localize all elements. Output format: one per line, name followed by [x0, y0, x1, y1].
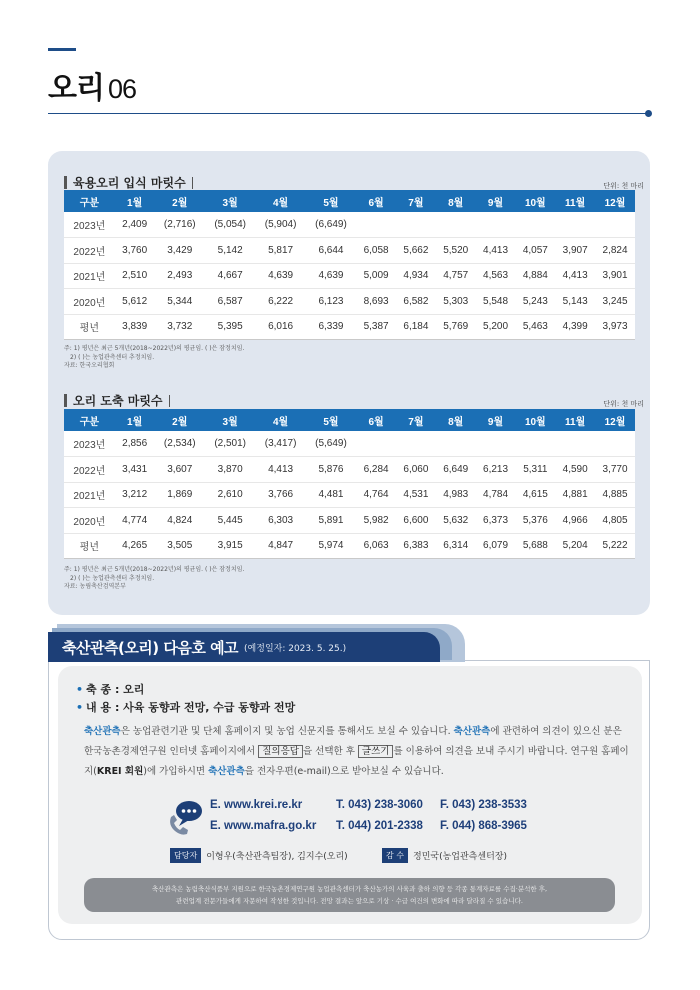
row-label: 2021년: [64, 263, 115, 289]
column-header: 4월: [255, 190, 305, 212]
row-label: 2022년: [64, 238, 115, 264]
note-line: 2) ( )는 농업관측센터 추정치임.: [70, 574, 155, 582]
table-cell: 6,644: [306, 238, 356, 264]
table-cell: 4,983: [436, 482, 476, 508]
bullet-dot: •: [76, 683, 84, 696]
table-cell: 5,200: [476, 314, 516, 340]
table-cell: 5,688: [515, 533, 555, 559]
header-rule: [48, 113, 648, 114]
column-header: 5월: [306, 409, 356, 431]
qna-box-label: 질의응답: [258, 745, 303, 758]
table-cell: 3,915: [205, 533, 255, 559]
table-cell: (3,417): [255, 431, 305, 457]
table-cell: 5,632: [436, 508, 476, 534]
table-cell: 5,445: [205, 508, 255, 534]
table-row: [64, 212, 635, 238]
column-header: 10월: [515, 409, 555, 431]
row-label: 2020년: [64, 508, 115, 534]
column-header: 8월: [436, 190, 476, 212]
table-cell: [476, 212, 516, 238]
table-cell: 8,693: [356, 289, 396, 315]
column-header: 구분: [64, 409, 115, 431]
table1-title: [64, 174, 193, 191]
table-cell: 5,982: [356, 508, 396, 534]
table2-title: [64, 392, 170, 409]
contact-tel: T. 044) 201-2338: [336, 820, 423, 832]
table-cell: 4,774: [115, 508, 155, 534]
table-row: [64, 263, 635, 289]
table2-unit: 단위: 천 마리: [603, 400, 644, 408]
note-line: 주: 1) 평년은 최근 5개년(2018~2022년)의 평균임. ( )은 잠정치임.: [64, 345, 245, 352]
contact-tel: T. 043) 238-3060: [336, 799, 423, 811]
note-line: 2) ( )는 농업관측센터 추정치임.: [70, 353, 155, 361]
table-cell: 5,222: [595, 533, 635, 559]
page-title-number: 06: [107, 74, 137, 104]
column-header: 6월: [356, 409, 396, 431]
column-header: 7월: [396, 190, 436, 212]
table-row: [64, 482, 635, 508]
table-cell: 5,387: [356, 314, 396, 340]
table-cell: 6,582: [396, 289, 436, 315]
table-cell: [515, 212, 555, 238]
table-cell: (5,054): [205, 212, 255, 238]
table-cell: 4,639: [255, 263, 305, 289]
forecast-tab: [48, 632, 440, 662]
table-cell: 5,395: [205, 314, 255, 340]
table-cell: (5,649): [306, 431, 356, 457]
table-cell: 3,431: [115, 457, 155, 483]
em-word: 축산관측: [453, 726, 491, 737]
table-cell: 5,376: [515, 508, 555, 534]
table-cell: 6,184: [396, 314, 436, 340]
column-header: 구분: [64, 190, 115, 212]
column-header: 11월: [555, 190, 595, 212]
forecast-item-species: [76, 681, 144, 697]
table-cell: 4,413: [476, 238, 516, 264]
para-text: 을 전자우편(e-mail)으로 받아보실 수 있습니다.: [244, 766, 444, 777]
table-cell: 5,243: [515, 289, 555, 315]
table-cell: 6,284: [356, 457, 396, 483]
table-cell: 2,409: [115, 212, 155, 238]
table-cell: [555, 212, 595, 238]
para-text: )에 가입하시면: [143, 766, 209, 777]
contact-web[interactable]: E. www.krei.re.kr: [210, 799, 303, 811]
para-text: 에 관련하여 의견이 있으신 분은 한국농촌경제연구원 인터넷 홈페이지에서: [84, 726, 622, 757]
table-cell: 3,907: [555, 238, 595, 264]
table-cell: (5,904): [255, 212, 305, 238]
column-header: 12월: [595, 409, 635, 431]
forecast-item-content: [76, 699, 295, 715]
staff-reviewer: [382, 848, 507, 863]
table-cell: 3,901: [595, 263, 635, 289]
column-header: 1월: [115, 409, 155, 431]
table-cell: [515, 431, 555, 457]
table-cell: 4,590: [555, 457, 595, 483]
table-cell: (2,534): [155, 431, 205, 457]
column-header: 3월: [205, 190, 255, 212]
staff-names: 이형우(축산관측팀장), 김지수(오리): [206, 852, 348, 862]
table-cell: 6,123: [306, 289, 356, 315]
staff-tag: 담당자: [170, 848, 201, 863]
table-cell: 5,662: [396, 238, 436, 264]
table-cell: 5,463: [515, 314, 555, 340]
table-row: [64, 289, 635, 315]
table-cell: 4,667: [205, 263, 255, 289]
table-cell: 4,881: [555, 482, 595, 508]
table-cell: 4,847: [255, 533, 305, 559]
table-cell: 5,891: [306, 508, 356, 534]
column-header: 1월: [115, 190, 155, 212]
header-accent-bar: [48, 48, 76, 51]
forecast-item-species-text: 축 종 : 오리: [86, 683, 145, 696]
table-cell: 5,876: [306, 457, 356, 483]
bullet-dot: •: [76, 701, 84, 714]
table-cell: 6,339: [306, 314, 356, 340]
page-title-main: 오리: [48, 71, 104, 106]
table-cell: 4,399: [555, 314, 595, 340]
table-cell: (2,716): [155, 212, 205, 238]
table1-title-text: 육용오리 입식 마릿수: [73, 176, 186, 190]
column-header: 2월: [155, 409, 205, 431]
contact-row-krei: [210, 799, 527, 811]
contact-row-mafra: [210, 820, 527, 832]
table-cell: 3,766: [255, 482, 305, 508]
footer-disclaimer: [84, 878, 615, 912]
title-bar: [64, 176, 67, 189]
table-cell: 5,009: [356, 263, 396, 289]
table-cell: 3,870: [205, 457, 255, 483]
title-bar: [64, 394, 67, 407]
table-cell: 3,839: [115, 314, 155, 340]
table-cell: 6,649: [436, 457, 476, 483]
table-cell: 3,732: [155, 314, 205, 340]
column-header: 10월: [515, 190, 555, 212]
table-cell: 3,607: [155, 457, 205, 483]
table-cell: 6,016: [255, 314, 305, 340]
table-cell: 6,383: [396, 533, 436, 559]
forecast-paragraph: [84, 722, 632, 782]
table-row: [64, 238, 635, 264]
footer-line: 축산관측은 농림축산식품부 지원으로 한국농촌경제연구원 농업관측센터가 축산농가의 사육과 출하 의향 등 각종 통계자료를 수집·분석한 후,: [151, 885, 548, 893]
note-source: 자료: 농림축산검역본부: [64, 583, 126, 590]
table1: [64, 190, 635, 340]
table-row: [64, 533, 635, 559]
column-header: 4월: [255, 409, 305, 431]
table-row: [64, 431, 635, 457]
table-cell: 2,510: [115, 263, 155, 289]
em-word: 축산관측: [84, 726, 121, 737]
table-row: [64, 457, 635, 483]
table-cell: 3,973: [595, 314, 635, 340]
table-cell: 4,057: [515, 238, 555, 264]
table-cell: [436, 431, 476, 457]
contact-fax: F. 044) 868-3965: [440, 820, 527, 832]
table-cell: [396, 212, 436, 238]
forecast-title: 축산관측(오리) 다음호 예고: [62, 638, 239, 657]
title-bar-end: [192, 177, 193, 189]
table-cell: 5,303: [436, 289, 476, 315]
table-cell: 4,784: [476, 482, 516, 508]
table-cell: 5,974: [306, 533, 356, 559]
page-title: [48, 72, 136, 106]
table-cell: 2,610: [205, 482, 255, 508]
table-cell: 4,531: [396, 482, 436, 508]
table-header-row: [64, 409, 635, 431]
table-cell: 5,817: [255, 238, 305, 264]
footer-line: 관련업계 전문가들에게 자문하여 작성한 것입니다. 전망 결과는 앞으로 기상 · 수급 여건의 변화에 따라 달라질 수 있습니다.: [176, 897, 523, 905]
table-cell: 6,314: [436, 533, 476, 559]
para-text: 을 선택한 후: [302, 746, 358, 757]
table-cell: 3,245: [595, 289, 635, 315]
staff-in-charge: [170, 848, 348, 863]
table-cell: 4,639: [306, 263, 356, 289]
table-cell: 5,204: [555, 533, 595, 559]
table-cell: 6,600: [396, 508, 436, 534]
row-label: 평년: [64, 314, 115, 340]
note-line: 주: 1) 평년은 최근 5개년(2018~2022년)의 평균임. ( )은 잠정치임.: [64, 566, 245, 573]
table-cell: 6,213: [476, 457, 516, 483]
table-cell: 3,760: [115, 238, 155, 264]
table-cell: 5,520: [436, 238, 476, 264]
table-cell: [476, 431, 516, 457]
title-bar-end: [169, 395, 170, 407]
column-header: 3월: [205, 409, 255, 431]
phone-chat-icon: [165, 797, 205, 837]
table-cell: [595, 212, 635, 238]
table-cell: 4,615: [515, 482, 555, 508]
table-cell: 3,505: [155, 533, 205, 559]
column-header: 11월: [555, 409, 595, 431]
table-cell: 2,824: [595, 238, 635, 264]
write-box-label: 글쓰기: [358, 745, 394, 758]
table-cell: 6,222: [255, 289, 305, 315]
table-cell: 5,143: [555, 289, 595, 315]
table-cell: 4,966: [555, 508, 595, 534]
column-header: 9월: [476, 409, 516, 431]
table-cell: 4,824: [155, 508, 205, 534]
table-cell: 4,934: [396, 263, 436, 289]
note-source: 자료: 한국오리협회: [64, 362, 115, 369]
table-cell: [356, 431, 396, 457]
table-cell: 5,769: [436, 314, 476, 340]
table-cell: [356, 212, 396, 238]
table-row: [64, 314, 635, 340]
column-header: 2월: [155, 190, 205, 212]
table-cell: 5,344: [155, 289, 205, 315]
reviewer-tag: 감 수: [382, 848, 408, 863]
para-text: 은 농업관련기관 및 단체 홈페이지 및 농업 신문지를 통해서도 보실 수 있습니다.: [120, 726, 454, 737]
table-cell: 4,757: [436, 263, 476, 289]
column-header: 7월: [396, 409, 436, 431]
header-rule-dot: [645, 110, 652, 117]
table-cell: 4,884: [515, 263, 555, 289]
row-label: 2023년: [64, 431, 115, 457]
table-cell: 5,612: [115, 289, 155, 315]
column-header: 5월: [306, 190, 356, 212]
table-cell: [396, 431, 436, 457]
table-header-row: [64, 190, 635, 212]
table-cell: 2,856: [115, 431, 155, 457]
contact-web[interactable]: E. www.mafra.go.kr: [210, 820, 317, 832]
column-header: 12월: [595, 190, 635, 212]
para-text: 를 이용하여 의견을 보내 주시기 바랍니다. 연구원 홈페이지(: [84, 746, 629, 777]
table-cell: 4,885: [595, 482, 635, 508]
row-label: 2020년: [64, 289, 115, 315]
table2-notes: [64, 566, 244, 592]
table-cell: 3,770: [595, 457, 635, 483]
table-cell: 4,563: [476, 263, 516, 289]
reviewer-names: 정민국(농업관측센터장): [413, 852, 507, 862]
table-cell: 6,060: [396, 457, 436, 483]
table2: [64, 409, 635, 559]
em-word: 축산관측: [208, 766, 245, 777]
table-cell: 6,373: [476, 508, 516, 534]
table-cell: 4,805: [595, 508, 635, 534]
table-cell: [436, 212, 476, 238]
table2-title-text: 오리 도축 마릿수: [73, 394, 163, 408]
table-cell: 4,764: [356, 482, 396, 508]
contact-fax: F. 043) 238-3533: [440, 799, 527, 811]
table1-notes: [64, 345, 244, 371]
forecast-date: (예정일자: 2023. 5. 25.): [244, 643, 347, 654]
row-label: 2023년: [64, 212, 115, 238]
table-cell: 5,311: [515, 457, 555, 483]
table1-unit: 단위: 천 마리: [603, 182, 644, 190]
table-cell: 4,481: [306, 482, 356, 508]
column-header: 8월: [436, 409, 476, 431]
table-cell: 6,079: [476, 533, 516, 559]
table-cell: 5,142: [205, 238, 255, 264]
table-cell: 4,413: [255, 457, 305, 483]
table-cell: 6,303: [255, 508, 305, 534]
table-cell: 3,429: [155, 238, 205, 264]
column-header: 6월: [356, 190, 396, 212]
table-cell: [595, 431, 635, 457]
table-cell: 2,493: [155, 263, 205, 289]
column-header: 9월: [476, 190, 516, 212]
row-label: 2021년: [64, 482, 115, 508]
table-cell: (6,649): [306, 212, 356, 238]
table-row: [64, 508, 635, 534]
table-cell: 6,587: [205, 289, 255, 315]
table-cell: 6,063: [356, 533, 396, 559]
table-cell: [555, 431, 595, 457]
row-label: 2022년: [64, 457, 115, 483]
row-label: 평년: [64, 533, 115, 559]
table-cell: 3,212: [115, 482, 155, 508]
table-cell: 5,548: [476, 289, 516, 315]
table-cell: 4,413: [555, 263, 595, 289]
table-cell: 6,058: [356, 238, 396, 264]
krei-member-label: KREI 회원: [96, 766, 144, 777]
forecast-item-content-text: 내 용 : 사육 동향과 전망, 수급 동향과 전망: [86, 701, 296, 714]
table-cell: 1,869: [155, 482, 205, 508]
table-cell: (2,501): [205, 431, 255, 457]
table-cell: 4,265: [115, 533, 155, 559]
